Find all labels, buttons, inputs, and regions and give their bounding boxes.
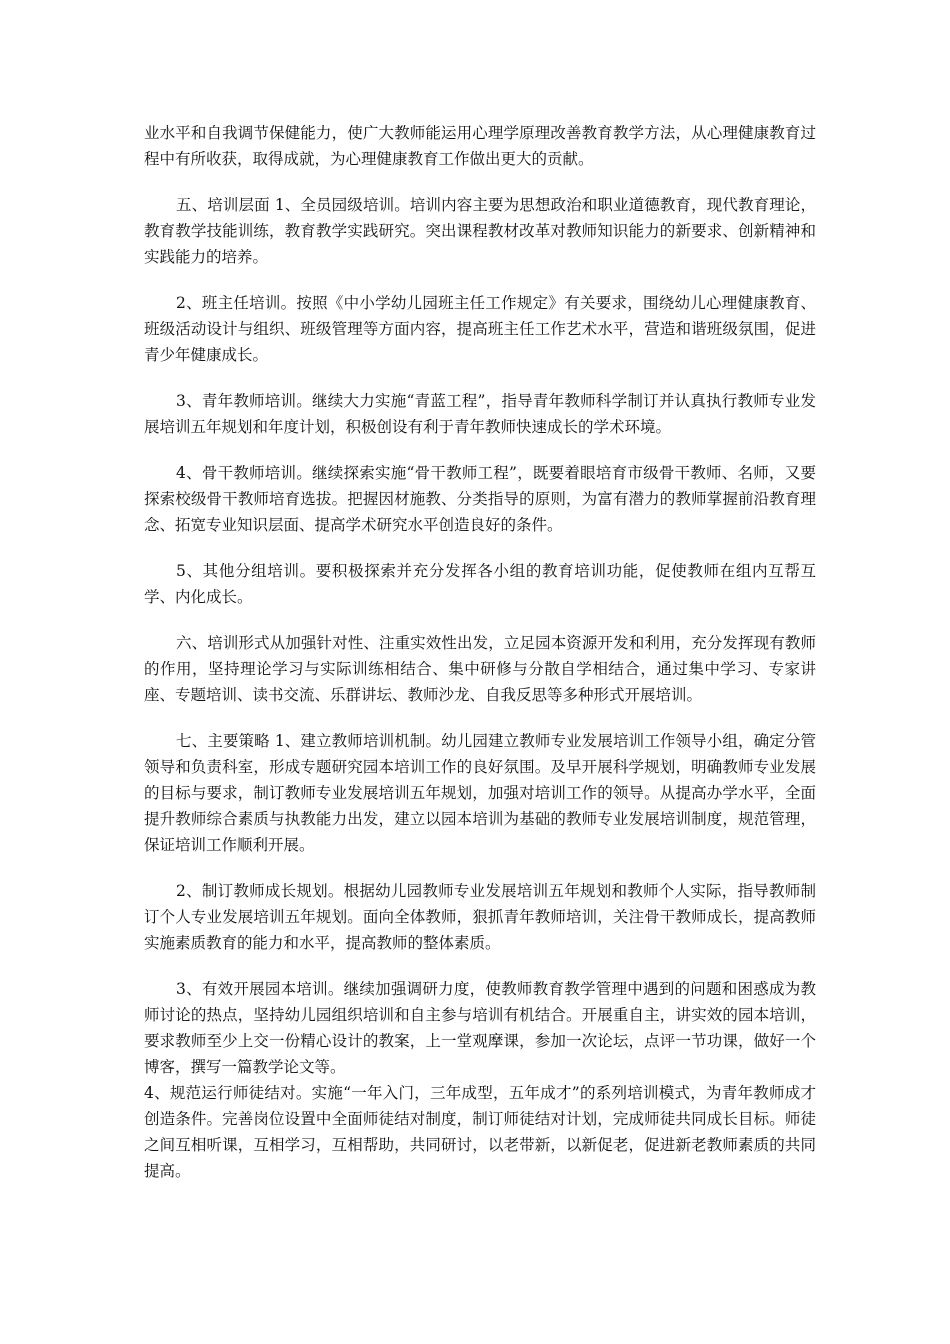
paragraph-section-7-strategies: 七、主要策略 1、建立教师培训机制。幼儿园建立教师专业发展培训工作领导小组，确定分管领导和负责科室，形成专题研究园本培训工作的良好氛围。及早开展科学规划，明确教师专业发展的目标与要求，制订教师专业发展培训五年规划，加强对培训工作的领导。从提高办学水平，全面提升教师综合素质与执教能力出发，建立以园本培训为基础的教师专业发展培训制度，规范管理，保证培训工作顺利开展。 bbox=[144, 732, 816, 854]
paragraph-key-teacher-training: 4、骨干教师培训。继续探索实施“骨干教师工程”，既要着眼培育市级骨干教师、名师，又要探索校级骨干教师培育选拔。把握因材施教、分类指导的原则，为富有潜力的教师掌握前沿教育理念、拓宽专业知识层面、提高学术研究水平创造良好的条件。 bbox=[144, 464, 816, 534]
document-body bbox=[144, 120, 816, 1184]
paragraph-section-5-training-levels: 五、培训层面 1、全员园级培训。培训内容主要为思想政治和职业道德教育，现代教育理论，教育教学技能训练，教育教学实践研究。突出课程教材改革对教师知识能力的新要求、创新精神和实践能力的培养。 bbox=[144, 196, 816, 266]
paragraph-section-6-training-forms: 六、培训形式从加强针对性、注重实效性出发，立足园本资源开发和利用，充分发挥现有教师的作用，坚持理论学习与实际训练相结合、集中研修与分散自学相结合，通过集中学习、专家讲座、专题培训、读书交流、乐群讲坛、教师沙龙、自我反思等多种形式开展培训。 bbox=[144, 634, 816, 704]
paragraph-mentorship: 4、规范运行师徒结对。实施“一年入门，三年成型，五年成才”的系列培训模式，为青年教师成才创造条件。完善岗位设置中全面师徒结对制度，制订师徒结对计划，完成师徒共同成长目标。师徒之间互相听课，互相学习，互相帮助，共同研讨，以老带新，以新促老，促进新老教师素质的共同提高。 bbox=[144, 1084, 816, 1180]
paragraph-other-group-training: 5、其他分组培训。要积极探索并充分发挥各小组的教育培训功能，促使教师在组内互帮互学、内化成长。 bbox=[144, 562, 816, 606]
paragraph-growth-planning: 2、制订教师成长规划。根据幼儿园教师专业发展培训五年规划和教师个人实际，指导教师制订个人专业发展培训五年规划。面向全体教师，狠抓青年教师培训，关注骨干教师成长，提高教师实施素质教育的能力和水平，提高教师的整体素质。 bbox=[144, 882, 816, 952]
paragraph-school-based-training: 3、有效开展园本培训。继续加强调研力度，使教师教育教学管理中遇到的问题和困惑成为教师讨论的热点，坚持幼儿园组织培训和自主参与培训有机结合。开展重自主，讲实效的园本培训，要求教师至少上交一份精心设计的教案，上一堂观摩课，参加一次论坛，点评一节功课，做好一个博客，撰写一篇教学论文等。 bbox=[144, 980, 816, 1076]
paragraph-continuation: 业水平和自我调节保健能力，使广大教师能运用心理学原理改善教育教学方法，从心理健康教育过程中有所收获，取得成就，为心理健康教育工作做出更大的贡献。 bbox=[144, 124, 816, 168]
paragraph-head-teacher-training: 2、班主任培训。按照《中小学幼儿园班主任工作规定》有关要求，围绕幼儿心理健康教育、班级活动设计与组织、班级管理等方面内容，提高班主任工作艺术水平，营造和谐班级氛围，促进青少年健康成长。 bbox=[144, 294, 816, 364]
paragraph-young-teacher-training: 3、青年教师培训。继续大力实施“青蓝工程”，指导青年教师科学制订并认真执行教师专业发展培训五年规划和年度计划，积极创设有利于青年教师快速成长的学术环境。 bbox=[144, 392, 816, 436]
